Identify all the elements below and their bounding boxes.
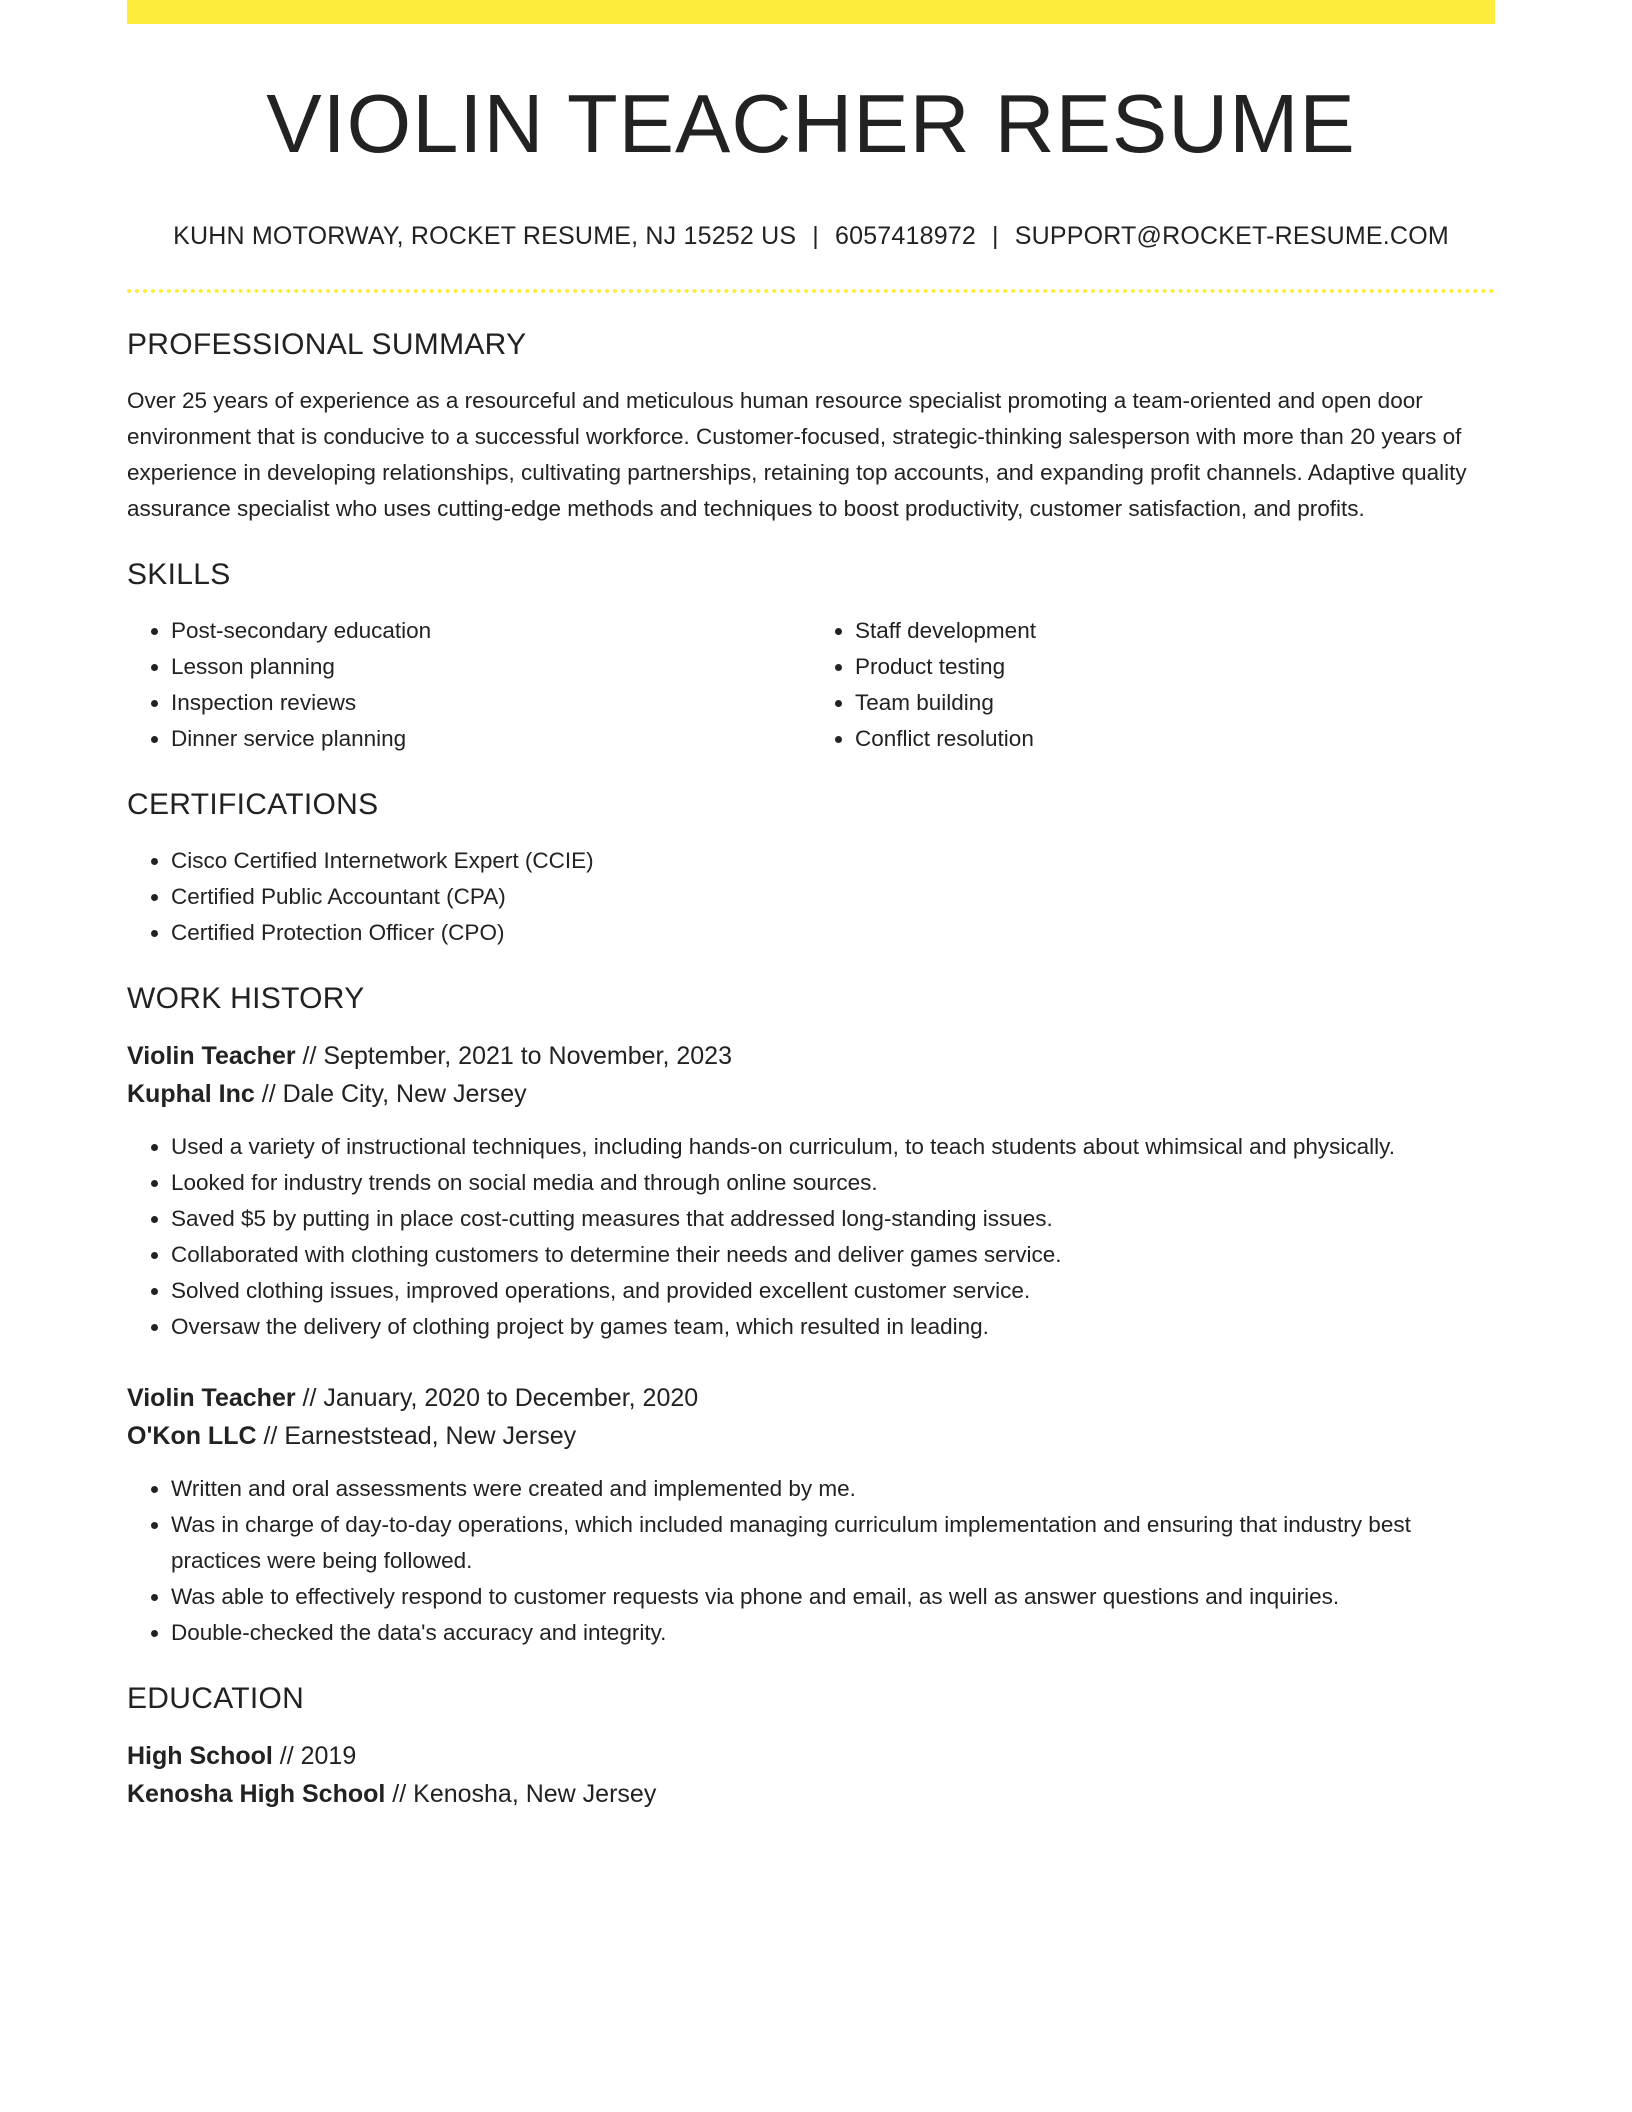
contact-separator: |	[992, 222, 999, 250]
job-company-line	[127, 1417, 1495, 1455]
job-bullet: • Was able to effectively respond to customer requests via phone and email, as well as answer questions and inquiries.	[171, 1579, 1495, 1615]
contact-address: KUHN MOTORWAY, ROCKET RESUME, NJ 15252 US	[173, 222, 797, 250]
job-bullet: • Collaborated with clothing customers to determine their needs and deliver games service.	[171, 1237, 1495, 1273]
job-title: Violin Teacher	[127, 1384, 296, 1412]
job-title: Violin Teacher	[127, 1042, 296, 1070]
skill-item: • Staff development	[855, 613, 1495, 649]
job-bullet: • Double-checked the data's accuracy and integrity.	[171, 1615, 1495, 1651]
job-bullet: • Oversaw the delivery of clothing project by games team, which resulted in leading.	[171, 1309, 1495, 1345]
accent-top-bar	[127, 0, 1495, 24]
skill-item: • Inspection reviews	[171, 685, 811, 721]
skill-item: • Product testing	[855, 649, 1495, 685]
education-degree: High School	[127, 1742, 273, 1770]
job-title-line	[127, 1037, 1495, 1075]
skills-grid	[127, 613, 1495, 757]
work-history-section	[127, 981, 1495, 1651]
education-heading: EDUCATION	[127, 1682, 305, 1715]
education-location: // Kenosha, New Jersey	[385, 1780, 657, 1808]
job-company: O'Kon LLC	[127, 1422, 257, 1450]
contact-phone: 6057418972	[834, 222, 977, 250]
work-history-heading: WORK HISTORY	[127, 982, 365, 1015]
summary-heading: PROFESSIONAL SUMMARY	[127, 328, 527, 361]
job-company: Kuphal Inc	[127, 1080, 255, 1108]
job-company-line	[127, 1075, 1495, 1113]
education-degree-line	[127, 1737, 1495, 1775]
contact-line	[127, 221, 1495, 251]
job-bullets	[127, 1129, 1495, 1345]
job-bullets	[127, 1471, 1495, 1651]
skills-list-left	[127, 613, 811, 757]
job-bullet: • Written and oral assessments were created and implemented by me.	[171, 1471, 1495, 1507]
resume-page	[127, 0, 1495, 1813]
job-entry	[127, 1037, 1495, 1345]
contact-email: SUPPORT@ROCKET-RESUME.COM	[1014, 222, 1449, 250]
job-bullet: • Saved $5 by putting in place cost-cutting measures that addressed long-standing issues.	[171, 1201, 1495, 1237]
education-school-line	[127, 1775, 1495, 1813]
education-section	[127, 1681, 1495, 1813]
summary-section	[127, 327, 1495, 527]
contact-separator: |	[812, 222, 819, 250]
skills-heading: SKILLS	[127, 558, 231, 591]
education-year: // 2019	[272, 1742, 357, 1770]
skill-item: • Conflict resolution	[855, 721, 1495, 757]
education-school: Kenosha High School	[127, 1780, 386, 1808]
job-bullet: • Solved clothing issues, improved operations, and provided excellent customer service.	[171, 1273, 1495, 1309]
certifications-heading: CERTIFICATIONS	[127, 788, 379, 821]
dotted-divider	[127, 289, 1495, 293]
certification-item: • Cisco Certified Internetwork Expert (CCIE)	[171, 843, 1495, 879]
skill-item: • Dinner service planning	[171, 721, 811, 757]
certifications-list	[127, 843, 1495, 951]
certifications-section	[127, 787, 1495, 951]
job-bullet: • Used a variety of instructional techniques, including hands-on curriculum, to teach students about whimsical and physically.	[171, 1129, 1495, 1165]
job-location: // Dale City, New Jersey	[254, 1080, 527, 1108]
job-bullet: • Was in charge of day-to-day operations, which included managing curriculum implementation and ensuring that industry best practices were being followed.	[171, 1507, 1495, 1579]
job-location: // Earneststead, New Jersey	[256, 1422, 577, 1450]
education-entry	[127, 1737, 1495, 1813]
skills-list-right	[811, 613, 1495, 757]
job-entry	[127, 1379, 1495, 1651]
resume-title: VIOLIN TEACHER RESUME	[266, 77, 1356, 170]
skills-section	[127, 557, 1495, 757]
summary-text: Over 25 years of experience as a resourceful and meticulous human resource specialist promoting a team-oriented and open door environment that is conducive to a successful workforce. Customer-focused, strategic-thinking salesperson with more than 20 years of experience in developing relationships, cultivating partnerships, retaining top accounts, and expanding profit channels. Adaptive quality assurance specialist who uses cutting-edge methods and techniques to boost productivity, customer satisfaction, and profits.	[127, 388, 1467, 521]
certification-item: • Certified Public Accountant (CPA)	[171, 879, 1495, 915]
job-title-line	[127, 1379, 1495, 1417]
skill-item: • Team building	[855, 685, 1495, 721]
skill-item: • Lesson planning	[171, 649, 811, 685]
job-bullet: • Looked for industry trends on social media and through online sources.	[171, 1165, 1495, 1201]
job-dates: // September, 2021 to November, 2023	[295, 1042, 732, 1070]
certification-item: • Certified Protection Officer (CPO)	[171, 915, 1495, 951]
skill-item: • Post-secondary education	[171, 613, 811, 649]
job-dates: // January, 2020 to December, 2020	[295, 1384, 699, 1412]
